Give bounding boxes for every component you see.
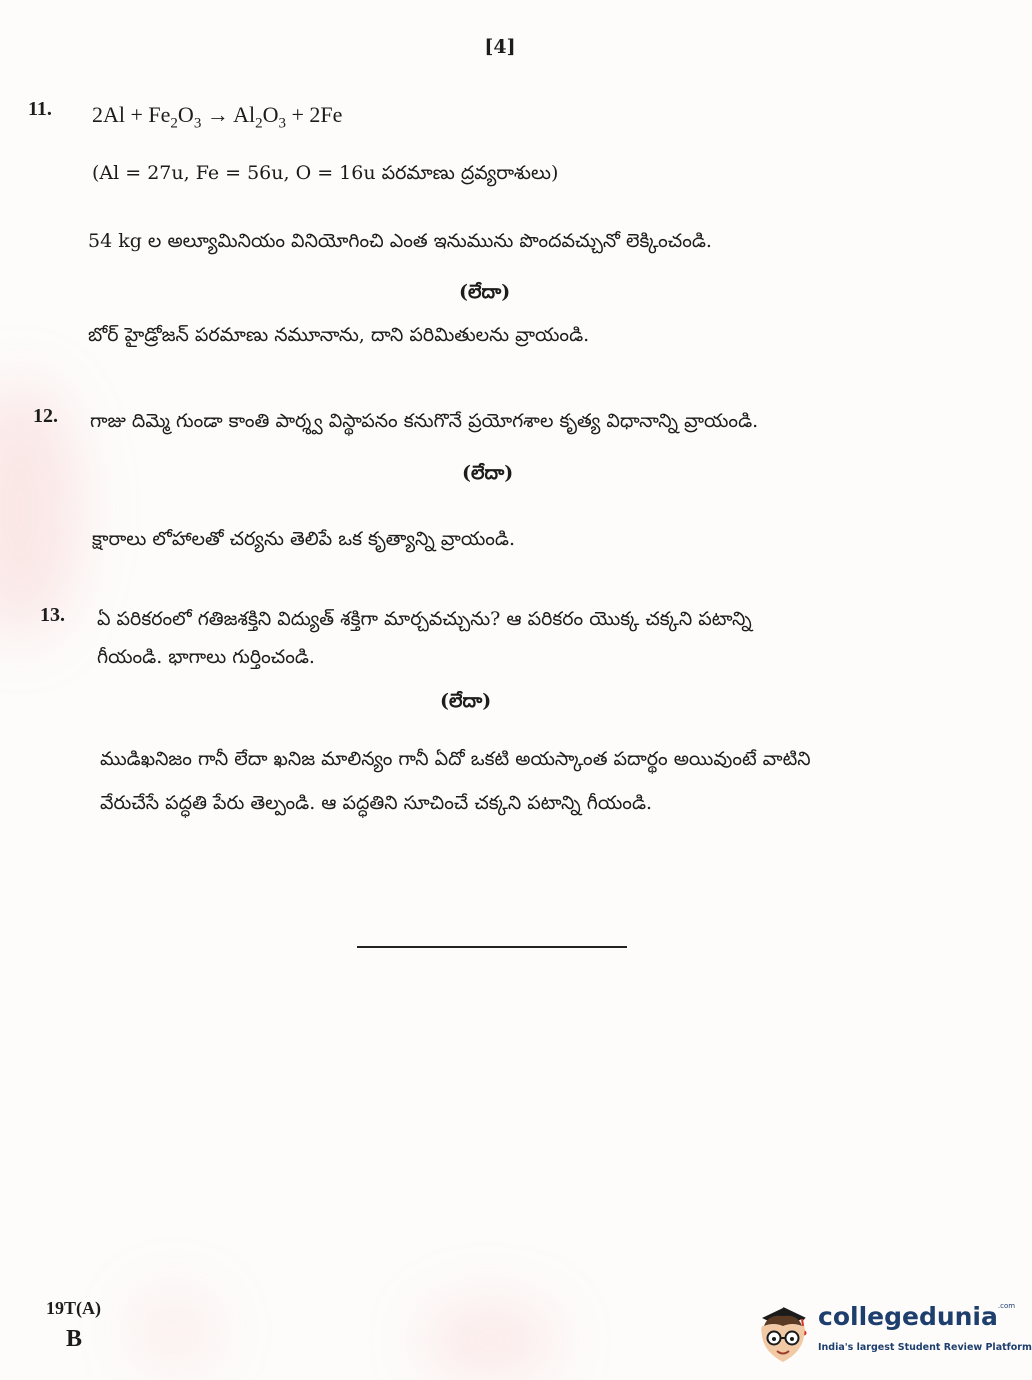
alternative-question: బోర్ హైడ్రోజన్ పరమాణు నమూనాను, దాని పరిమితులను వ్రాయండి. xyxy=(88,324,590,346)
mascot-icon xyxy=(752,1296,814,1366)
or-label: (లేదా) xyxy=(440,690,492,712)
question-text: ఏ పరికరంలో గతిజశక్తిని విద్యుత్ శక్తిగా మార్చవచ్చును? ఆ పరికరం యొక్క చక్కని పటాన్ని xyxy=(97,608,752,630)
alternative-question: ముడిఖనిజం గానీ లేదా ఖనిజ మాలిన్యం గానీ ఏదో ఒకటి అయస్కాంత పదార్థం అయివుంటే వాటిని xyxy=(100,748,811,770)
question-text: గీయండి. భాగాలు గుర్తించండి. xyxy=(97,646,315,668)
paper-code: 19T(A) xyxy=(46,1298,101,1318)
atomic-masses: (Al = 27u, Fe = 56u, O = 16u పరమాణు ద్రవ్యరాశులు) xyxy=(92,162,559,184)
question-number: 12. xyxy=(33,405,58,427)
page-number: [4] xyxy=(484,36,516,58)
paper-stain xyxy=(130,1290,220,1370)
question-number: 13. xyxy=(40,604,65,626)
logo-brand: collegedunia$^{.com}$ xyxy=(818,1302,1016,1331)
or-label: (లేదా) xyxy=(462,462,514,484)
end-rule xyxy=(357,946,627,948)
question-number: 11. xyxy=(28,98,52,120)
paper-stain xyxy=(420,1300,560,1380)
logo-tagline: India's largest Student Review Platform xyxy=(818,1342,1032,1353)
alternative-question: వేరుచేసే పద్ధతి పేరు తెల్పండి. ఆ పద్ధతిని సూచించే చక్కని పటాన్ని గీయండి. xyxy=(100,792,653,814)
question-text: గాజు దిమ్మె గుండా కాంతి పార్శ్వ విస్థాపనం కనుగొనే ప్రయోగశాల కృత్య విధానాన్ని వ్రాయండి. xyxy=(90,410,759,432)
question-text: 54 kg ల అల్యూమినియం వినియోగించి ఎంత ఇనుమును పొందవచ్చునో లెక్కించండి. xyxy=(88,230,712,252)
alternative-question: క్షారాలు లోహాలతో చర్యను తెలిపే ఒక కృత్యాన్ని వ్రాయండి. xyxy=(92,528,515,550)
chemical-equation: $2Al + Fe_2O_3 \to Al_2O_3 + 2Fe$ xyxy=(92,102,343,132)
or-label: (లేదా) xyxy=(459,281,511,303)
paper-set: B xyxy=(66,1326,83,1352)
collegedunia-logo xyxy=(752,1296,1032,1366)
